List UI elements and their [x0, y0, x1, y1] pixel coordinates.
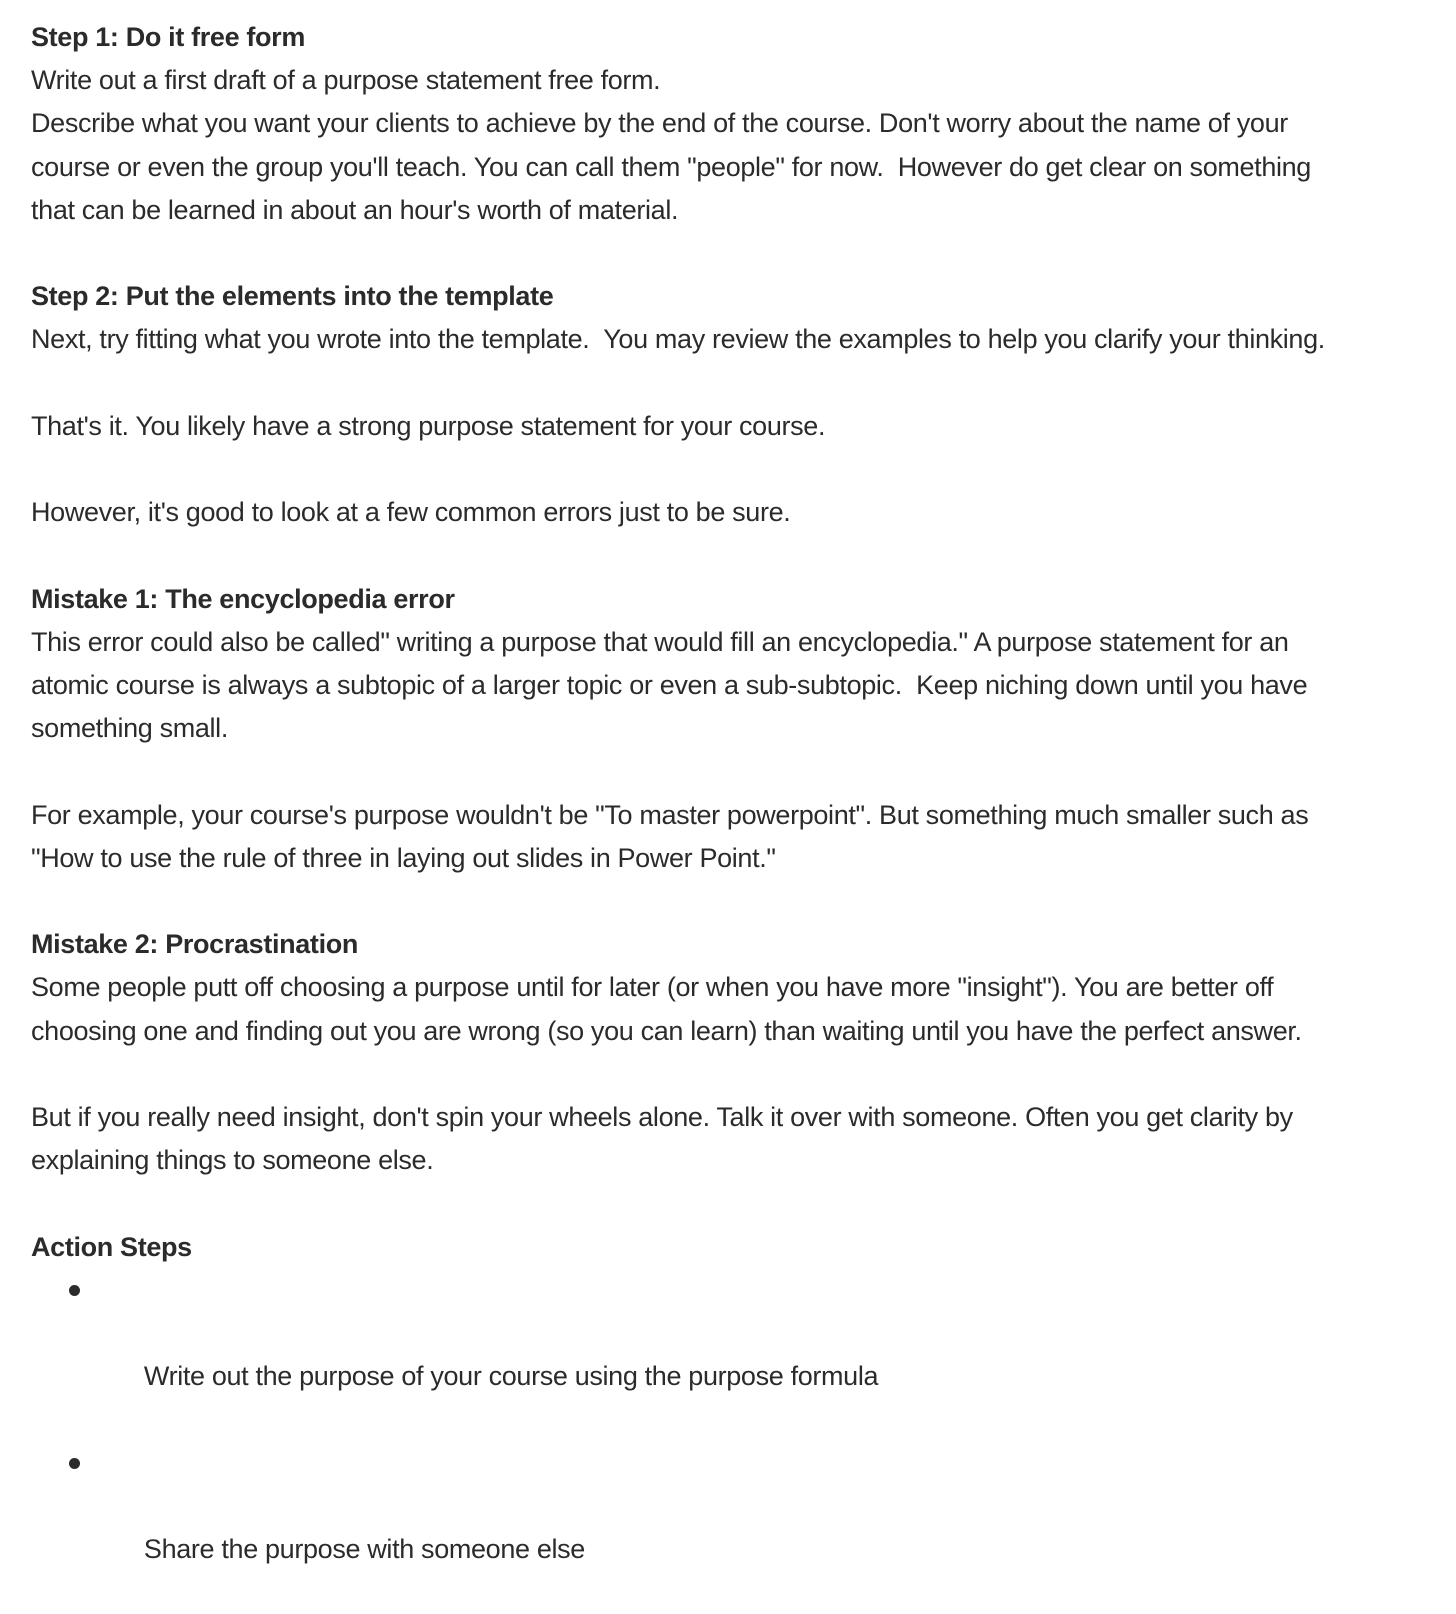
bullet-icon	[69, 1285, 80, 1296]
mistake1-line: something small.	[31, 713, 228, 744]
paragraph-gap	[31, 880, 1431, 923]
mistake1-heading: Mistake 1: The encyclopedia error	[31, 583, 455, 614]
paragraph-gap	[31, 232, 1431, 275]
step1-line: course or even the group you'll teach. You can call them "people" for now. However do get clear on something	[31, 151, 1311, 182]
paragraph-gap	[31, 534, 1431, 577]
article-body	[31, 16, 1431, 1614]
step2-heading: Step 2: Put the elements into the template	[31, 281, 554, 312]
paragraph-gap	[31, 1182, 1431, 1225]
paragraph-gap	[31, 750, 1431, 793]
mistake2-heading: Mistake 2: Procrastination	[31, 929, 359, 960]
mistake1-example-line: "How to use the rule of three in laying out slides in Power Point."	[31, 842, 776, 873]
list-item	[31, 1442, 1431, 1614]
step1-line: Describe what you want your clients to achieve by the end of the course. Don't worry about the name of your	[31, 108, 1288, 139]
mistake1-example-line: For example, your course's purpose wouldn't be "To master powerpoint". But something much smaller such as	[31, 799, 1309, 830]
step1-line: Write out a first draft of a purpose statement free form.	[31, 65, 661, 96]
however-paragraph: However, it's good to look at a few common errors just to be sure.	[31, 497, 791, 528]
paragraph-gap	[31, 448, 1431, 491]
mistake2-insight-line: explaining things to someone else.	[31, 1145, 434, 1176]
paragraph-gap	[31, 1053, 1431, 1096]
mistake1-line: atomic course is always a subtopic of a larger topic or even a sub-subtopic. Keep niching down until you have	[31, 669, 1308, 700]
action-step-text: Write out the purpose of your course using the purpose formula	[143, 1361, 879, 1392]
mistake1-line: This error could also be called" writing a purpose that would fill an encyclopedia." A purpose statement for an	[31, 626, 1289, 657]
action-step-text: Share the purpose with someone else	[143, 1533, 585, 1564]
paragraph-gap	[31, 362, 1431, 405]
mistake2-line: Some people putt off choosing a purpose until for later (or when you have more "insight"). You are better off	[31, 972, 1274, 1003]
action-steps-list	[31, 1269, 1431, 1614]
mistake2-insight-line: But if you really need insight, don't spin your wheels alone. Talk it over with someone. Often you get clarity by	[31, 1101, 1293, 1132]
mistake2-line: choosing one and finding out you are wrong (so you can learn) than waiting until you have the perfect answer.	[31, 1015, 1302, 1046]
action-steps-heading: Action Steps	[31, 1231, 192, 1262]
step2-line: Next, try fitting what you wrote into the template. You may review the examples to help you clarify your thinking.	[31, 324, 1325, 355]
bullet-icon	[69, 1458, 80, 1469]
step1-line: that can be learned in about an hour's worth of material.	[31, 194, 679, 225]
list-item	[31, 1269, 1431, 1442]
thats-it-paragraph: That's it. You likely have a strong purpose statement for your course.	[31, 410, 826, 441]
step1-heading: Step 1: Do it free form	[31, 22, 305, 52]
